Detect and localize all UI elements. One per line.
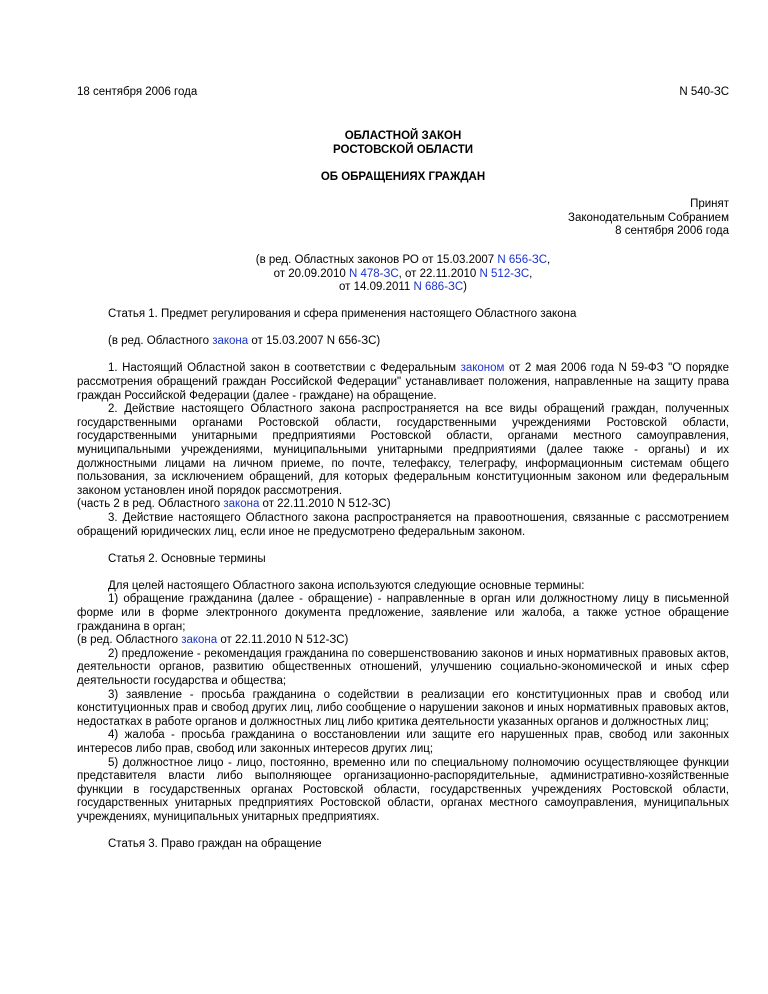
law-date: 18 сентября 2006 года: [77, 86, 198, 98]
article1-edition: [77, 335, 729, 349]
article2-heading: Статья 2. Основные термины: [108, 552, 266, 565]
law-title: [77, 130, 729, 157]
edition-text: ): [463, 281, 467, 294]
law-link-512[interactable]: N 512-ЗС: [479, 267, 530, 280]
law-title-line2: РОСТОВСКОЙ ОБЛАСТИ: [332, 143, 474, 156]
note-text: (часть 2 в ред. Областного: [77, 498, 224, 511]
term-1-note: [77, 634, 729, 648]
note-text: (в ред. Областного: [77, 634, 182, 647]
law-link-686[interactable]: N 686-ЗС: [413, 281, 464, 294]
law-number: N 540-ЗС: [679, 86, 729, 98]
paragraph-text: 1. Настоящий Областной закон в соответствии с Федеральным: [108, 362, 461, 375]
term1-law-link[interactable]: закона: [181, 634, 218, 647]
edition-text: ,: [529, 267, 533, 280]
edition-text: от 20.09.2010: [273, 267, 349, 280]
document-header: [77, 86, 729, 100]
edition-note: [77, 254, 729, 295]
edition-text: (в ред. Областных законов РО от 15.03.2007: [255, 254, 498, 266]
note-text: от 15.03.2007 N 656-ЗС): [248, 335, 381, 348]
accepted-line3: 8 сентября 2006 года: [615, 225, 729, 238]
law-link-656[interactable]: N 656-ЗС: [497, 254, 548, 266]
paragraph-text: от 2 мая 2006 года N 59-ФЗ "О порядке рассмотрения обращений граждан Российской Федерации" устанавливает положения, направленные на защиту права граждан Российской Федерации (далее - граждане) на обращение.: [77, 362, 730, 402]
accepted-line2: Законодательным Собранием: [568, 211, 729, 224]
law-title-line1: ОБЛАСТНОЙ ЗАКОН: [344, 130, 462, 142]
edition-text: , от 22.11.2010: [398, 267, 480, 280]
article1-edition-link[interactable]: закона: [212, 335, 249, 348]
document-body: [77, 308, 729, 852]
edition-line2: [77, 268, 729, 282]
article1-part3: 3. Действие настоящего Областного закона распространяется на правоотношения, связанные с рассмотрением обращений юридических лиц, если иное не предусмотрено федеральным законом.: [77, 511, 729, 538]
term-1: 1) обращение гражданина (далее - обращение) - направленные в орган или должностному лицу в письменной форме или в форме электронного документа предложение, заявление или жалоба, а также устное обращение гражданина в орган;: [77, 593, 729, 633]
part2-law-link[interactable]: закона: [223, 498, 260, 511]
note-text: от 22.11.2010 N 512-ЗС): [259, 498, 391, 511]
federal-law-link[interactable]: законом: [460, 362, 505, 375]
accepted-line1: Принят: [690, 198, 729, 210]
edition-line3: [77, 281, 729, 295]
article1-part2-note: [77, 498, 729, 512]
term-3: 3) заявление - просьба гражданина о содействии в реализации его конституционных прав и свобод или конституционных прав и свобод других лиц, либо сообщение о нарушении законов и иных нормативных правовых актов, недостатках в работе органов и должностных лиц либо критика деятельности указанных органов и должностных лиц;: [77, 688, 729, 728]
accepted-block: [77, 198, 729, 239]
law-subject: ОБ ОБРАЩЕНИЯХ ГРАЖДАН: [320, 171, 486, 183]
law-link-478[interactable]: N 478-ЗС: [348, 267, 399, 280]
article2-intro: Для целей настоящего Областного закона используются следующие основные термины:: [108, 579, 585, 592]
article1-part2: 2. Действие настоящего Областного закона распространяется на все виды обращений граждан, полученных государственными органами Ростовской области, государственными учреждениями Ростовской области, государственными унитарными предприятиями Ростовской области, органами местного самоуправления, муниципальными учреждениями, муниципальными унитарными предприятиями (далее также - органы) и их должностными лицами на личном приеме, по почте, телефаксу, телеграфу, информационным системам общего пользования, за исключением обращений, для которых федеральным конституционным законом или федеральным законом установлен иной порядок рассмотрения.: [77, 403, 729, 497]
term-2: 2) предложение - рекомендация гражданина по совершенствованию законов и иных нормативных правовых актов, деятельности органов, развитию общественных отношений, улучшению социально-экономической и иных сфер деятельности государства и общества;: [77, 647, 729, 688]
term-5: 5) должностное лицо - лицо, постоянно, временно или по специальному полномочию осуществляющее функции представителя власти либо выполняющее организационно-распорядительные, административно-хозяйственные функции в государственных органах Ростовской области, государственных учреждениях Ростовской области, государственных унитарных предприятиях Ростовской области, органах местного самоуправления, муниципальных учреждениях, муниципальных унитарных предприятиях.: [77, 756, 729, 823]
note-text: от 22.11.2010 N 512-ЗС): [217, 634, 349, 647]
term-4: 4) жалоба - просьба гражданина о восстановлении или защите его нарушенных прав, свобод или законных интересов либо прав, свобод или законных интересов других лиц;: [77, 729, 729, 755]
edition-line1: [77, 254, 729, 268]
note-text: (в ред. Областного: [108, 335, 213, 348]
article1-heading: Статья 1. Предмет регулирования и сфера применения настоящего Областного закона: [108, 308, 577, 320]
edition-text: от 14.09.2011: [339, 281, 414, 294]
article1-part1: [77, 362, 729, 403]
article3-heading: Статья 3. Право граждан на обращение: [108, 838, 322, 851]
edition-text: ,: [547, 254, 551, 266]
